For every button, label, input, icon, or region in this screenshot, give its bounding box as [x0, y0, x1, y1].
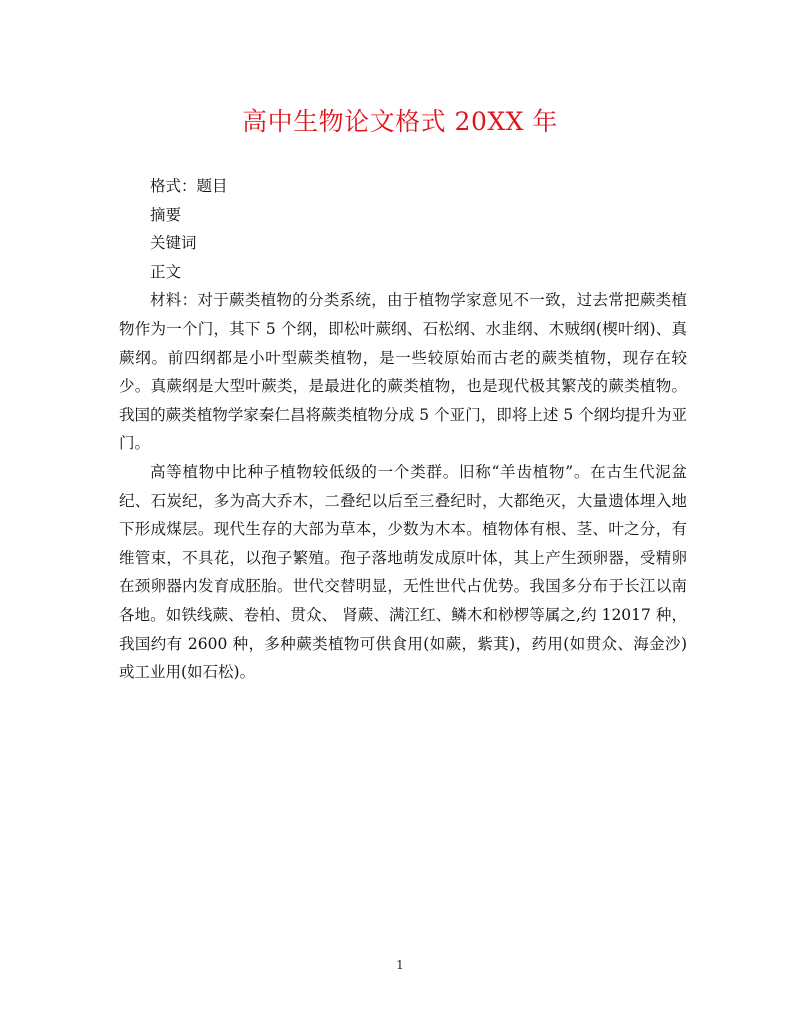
document-body [119, 172, 687, 687]
paragraph-materials: 材料：对于蕨类植物的分类系统，由于植物学家意见不一致，过去常把蕨类植物作为一个门，其下 5 个纲，即松叶蕨纲、石松纲、水韭纲、木贼纲(楔叶纲)、真蕨纲。前四纲都是小叶型蕨类植物，是一些较原始而古老的蕨类植物，现存在较少。真蕨纲是大型叶蕨类，是最进化的蕨类植物，也是现代极其繁茂的蕨类植物。我国的蕨类植物学家秦仁昌将蕨类植物分成 5 个亚门，即将上述 5 个纲均提升为亚门。 [119, 291, 687, 453]
page-number: 1 [396, 958, 404, 972]
document-title: 高中生物论文格式 20XX 年 [242, 107, 558, 136]
paragraph-description: 高等植物中比种子植物较低级的一个类群。旧称“羊齿植物”。在古生代泥盆纪、石炭纪，多为高大乔木，二叠纪以后至三叠纪时，大都绝灭，大量遗体埋入地下形成煤层。现代生存的大部为草本，少数为木本。植物体有根、茎、叶之分，有维管束，不具花，以孢子繁殖。孢子落地萌发成原叶体，其上产生颈卵器，受精卵在颈卵器内发育成胚胎。世代交替明显，无性世代占优势。我国多分布于长江以南各地。如铁线蕨、卷柏、贯众、 肾蕨、满江红、鳞木和桫椤等属之,约 12017 种，我国约有 2600 种，多种蕨类植物可供食用(如蕨，紫萁)，药用(如贯众、海金沙)或工业用(如石松)。 [119, 462, 687, 682]
line-body: 正文 [150, 262, 182, 281]
line-keywords: 关键词 [150, 234, 197, 253]
line-format: 格式：题目 [150, 177, 228, 195]
line-abstract: 摘要 [150, 205, 182, 224]
